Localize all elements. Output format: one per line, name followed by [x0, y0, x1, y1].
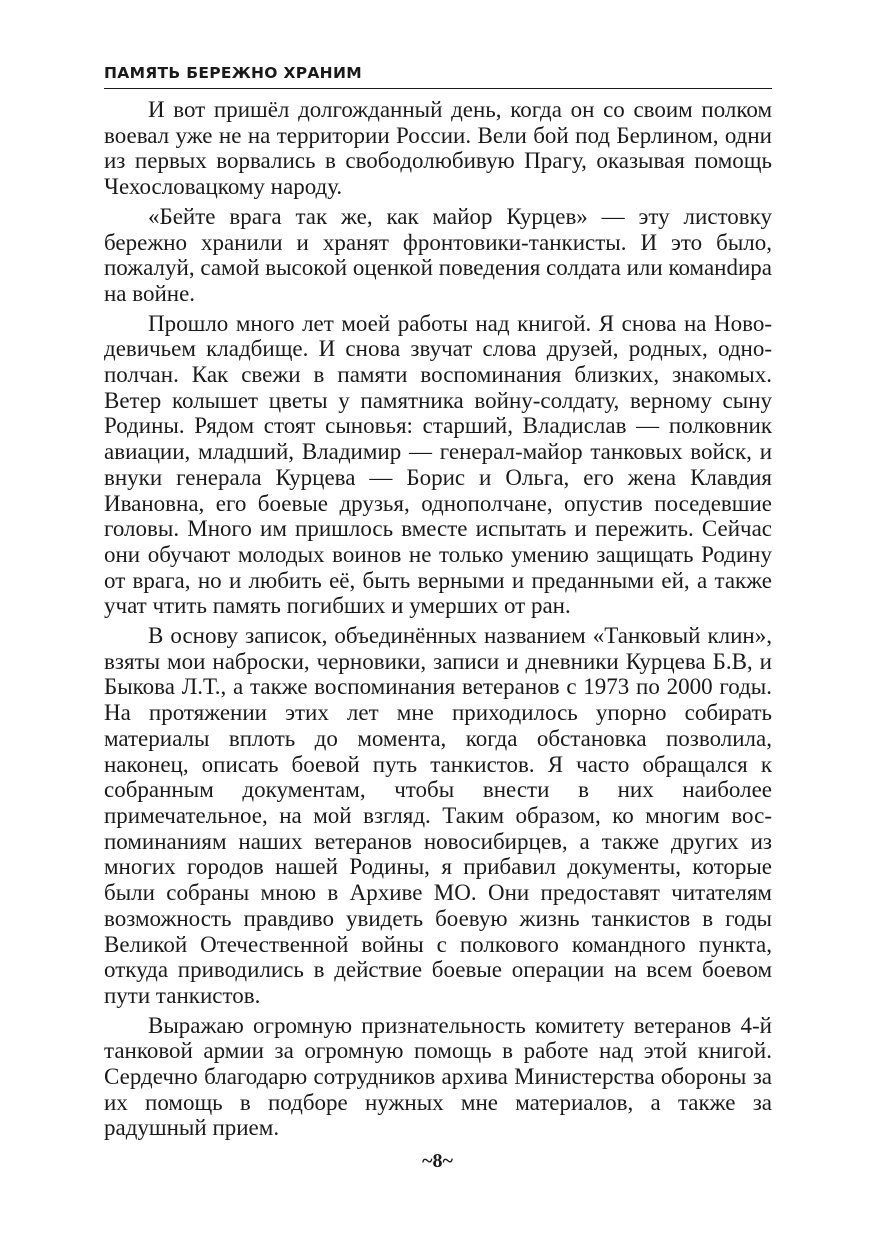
page-number: ~8~	[422, 1150, 453, 1172]
paragraph-5: Выражаю огромную признательность комитету ветеранов 4-й танковой армии за огромную помощь в работе над этой книгой. Сердечно благодарю сотрудников архива Министерства обороны за их помощь в подборе нужных мне материалов, а также за радушный прием.	[104, 1012, 772, 1141]
paragraph-3: Прошло много лет моей работы над книгой. Я снова на Новодевичьем кладбище. И снова звучат слова друзей, родных, однополчан. Как свежи в памяти воспоминания близких, знакомых. Ветер колышет цветы у памятника войну-солдату, верному сыну Родины. Рядом стоят сыновья: старший, Владислав — полковник авиации, младший, Владимир — генерал-майор танковых войск, и внуки генерала Курцева — Борис и Ольга, его жена Клавдия Ивановна, его боевые друзья, однополчане, опустив поседевшие головы. Много им пришлось вместе испытать и пережить. Сейчас они обучают молодых воинов не только умению защищать Родину от врага, но и любить её, быть верными и преданными ей, а также учат чтить память погибших и умерших от ран.	[104, 310, 772, 619]
running-head: ПАМЯТЬ БЕРЕЖНО ХРАНИМ	[104, 62, 772, 89]
page	[104, 62, 772, 1145]
body-text	[104, 97, 772, 1141]
paragraph-4: В основу записок, объединённых названием «Танковый клин», взяты мои наброски, черновики, записи и дневники Курцева Б.В, и Быкова Л.Т., а также воспоминания ветеранов с 1973 по 2000 годы. На протяжении этих лет мне приходилось упорно собирать материалы вплоть до момента, когда обстановка позволила, наконец, описать боевой путь танкистов. Я часто обращался к собранным документам, чтобы внести в них наиболее примечательное, на мой взгляд. Таким образом, ко многим воспоминаниям наших ветеранов новосибирцев, а также других из многих городов нашей Родины, я прибавил документы, которые были собраны мною в Архиве МО. Они предоставят читателям возможность правдиво увидеть боевую жизнь танкистов в годы Великой Отечественной войны с полкового командного пункта, откуда приводились в действие боевые операции на всем боевом пути танкистов.	[104, 623, 772, 1008]
paragraph-2: «Бейте врага так же, как майор Курцев» — эту листовку бережно хранили и хранят фронтовики-танкисты. И это было, пожалуй, самой высокой оценкой поведения солдата или команdира на войне.	[104, 203, 772, 306]
paragraph-1: И вот пришёл долгожданный день, когда он со своим полком воевал уже не на территории России. Вели бой под Берлином, одни из первых ворвались в свободолюбивую Прагу, оказывая помощь Чехословацкому народу.	[104, 97, 772, 200]
